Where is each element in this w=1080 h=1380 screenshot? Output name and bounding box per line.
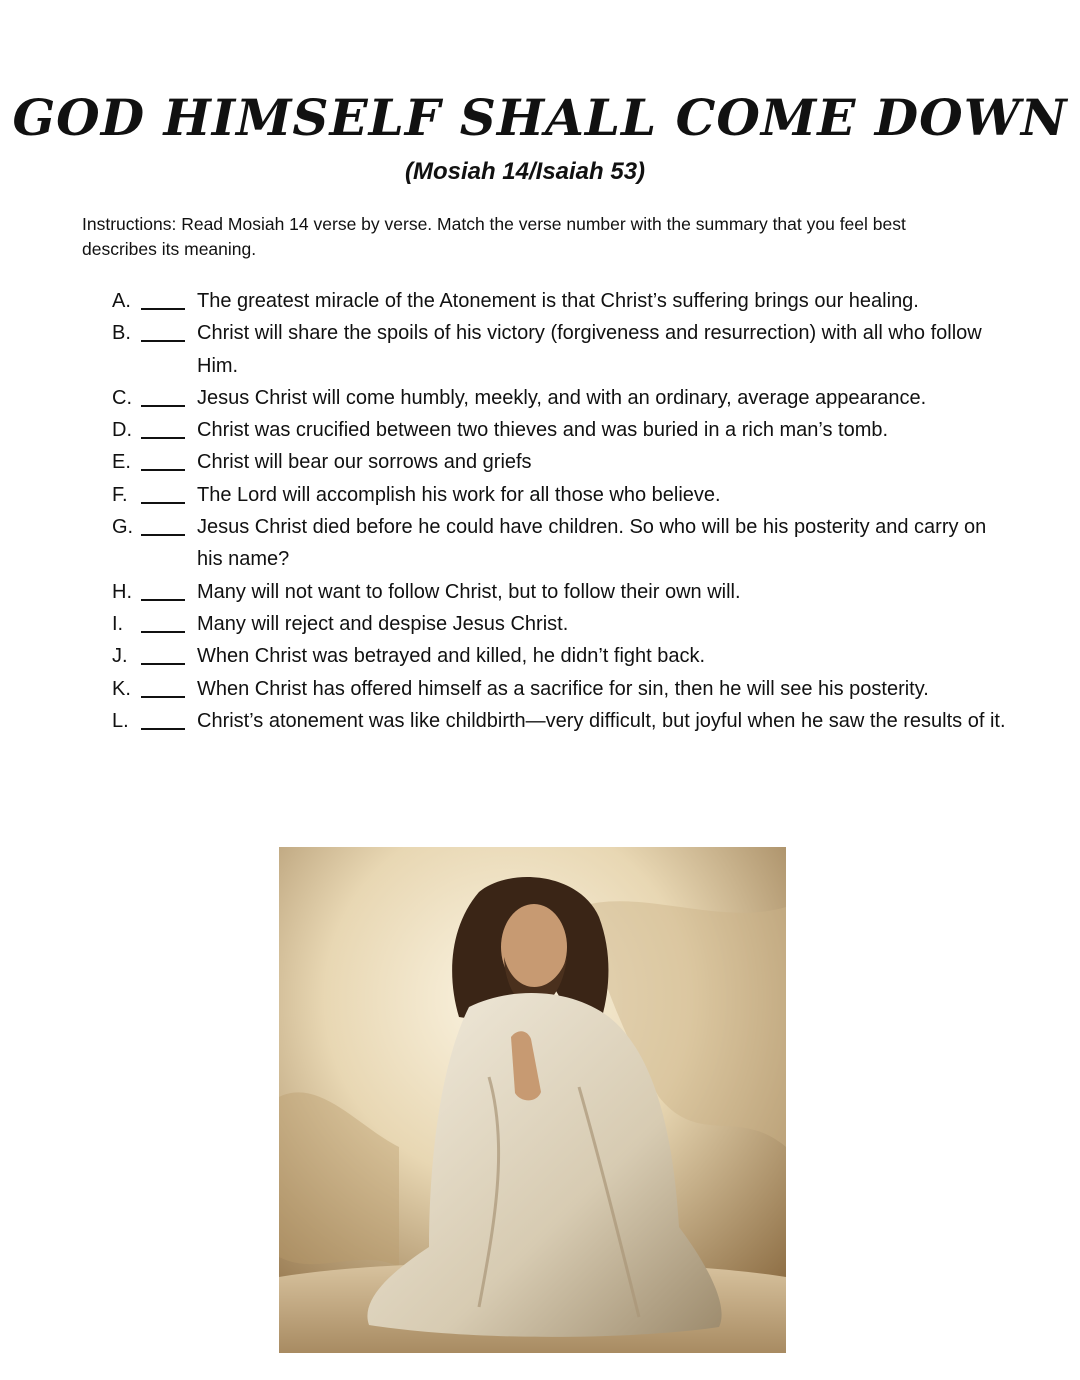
item-text: Jesus Christ died before he could have children. So who will be his posterity and carry on his name? bbox=[197, 516, 987, 571]
matching-item bbox=[108, 511, 1008, 576]
matching-item bbox=[108, 382, 1008, 414]
answer-blank[interactable] bbox=[141, 437, 185, 439]
item-text: When Christ was betrayed and killed, he didn’t fight back. bbox=[197, 645, 706, 668]
item-text: Christ was crucified between two thieves and was buried in a rich man’s tomb. bbox=[197, 419, 889, 442]
item-letter: H. bbox=[112, 580, 132, 603]
item-letter: G. bbox=[112, 516, 134, 539]
answer-blank[interactable] bbox=[141, 502, 185, 504]
worksheet-title: GOD HIMSELF SHALL COME DOWN bbox=[12, 88, 1068, 147]
matching-item bbox=[108, 317, 1008, 382]
matching-item bbox=[108, 705, 1008, 737]
item-letter: L. bbox=[112, 709, 129, 732]
item-letter: K. bbox=[112, 677, 131, 700]
item-letter: B. bbox=[112, 322, 131, 345]
answer-blank[interactable] bbox=[141, 696, 185, 698]
answer-blank[interactable] bbox=[141, 340, 185, 342]
answer-blank[interactable] bbox=[141, 728, 185, 730]
item-letter: E. bbox=[112, 451, 131, 474]
item-text: The greatest miracle of the Atonement is that Christ’s suffering brings our healing. bbox=[197, 290, 919, 312]
answer-blank[interactable] bbox=[141, 405, 185, 407]
item-text: Christ will bear our sorrows and griefs bbox=[197, 451, 532, 474]
item-text: Many will reject and despise Jesus Christ. bbox=[197, 612, 569, 635]
item-letter: I. bbox=[112, 612, 124, 635]
matching-item bbox=[108, 285, 1008, 317]
matching-item bbox=[108, 640, 1008, 672]
matching-item bbox=[108, 608, 1008, 640]
answer-blank[interactable] bbox=[141, 308, 185, 310]
matching-item bbox=[108, 576, 1008, 608]
item-letter: D. bbox=[112, 419, 132, 442]
matching-item bbox=[108, 414, 1008, 446]
matching-item bbox=[108, 479, 1008, 511]
matching-item bbox=[108, 446, 1008, 478]
answer-blank[interactable] bbox=[141, 663, 185, 665]
item-text: Christ will share the spoils of his victory (forgiveness and resurrection) with all who follow Him. bbox=[197, 322, 982, 377]
worksheet-subtitle: (Mosiah 14/Isaiah 53) bbox=[404, 158, 646, 185]
answer-blank[interactable] bbox=[141, 469, 185, 471]
item-text: Jesus Christ will come humbly, meekly, and with an ordinary, average appearance. bbox=[197, 386, 927, 409]
item-letter: A. bbox=[112, 290, 131, 312]
item-text: Many will not want to follow Christ, but to follow their own will. bbox=[197, 580, 741, 603]
item-text: When Christ has offered himself as a sacrifice for sin, then he will see his posterity. bbox=[197, 677, 929, 700]
item-letter: F. bbox=[112, 483, 128, 506]
item-letter: C. bbox=[112, 386, 132, 409]
matching-list bbox=[108, 285, 1008, 737]
answer-blank[interactable] bbox=[141, 534, 185, 536]
item-text: Christ’s atonement was like childbirth—very difficult, but joyful when he saw the results of it. bbox=[197, 709, 1006, 732]
matching-item bbox=[108, 673, 1008, 705]
item-text: The Lord will accomplish his work for all those who believe. bbox=[197, 483, 721, 506]
answer-blank[interactable] bbox=[141, 599, 185, 601]
praying-figure-painting bbox=[279, 847, 786, 1353]
instructions-text: Instructions: Read Mosiah 14 verse by verse. Match the verse number with the summary that you feel best describes its meaning. bbox=[82, 214, 906, 259]
answer-blank[interactable] bbox=[141, 631, 185, 633]
item-letter: J. bbox=[112, 645, 128, 668]
